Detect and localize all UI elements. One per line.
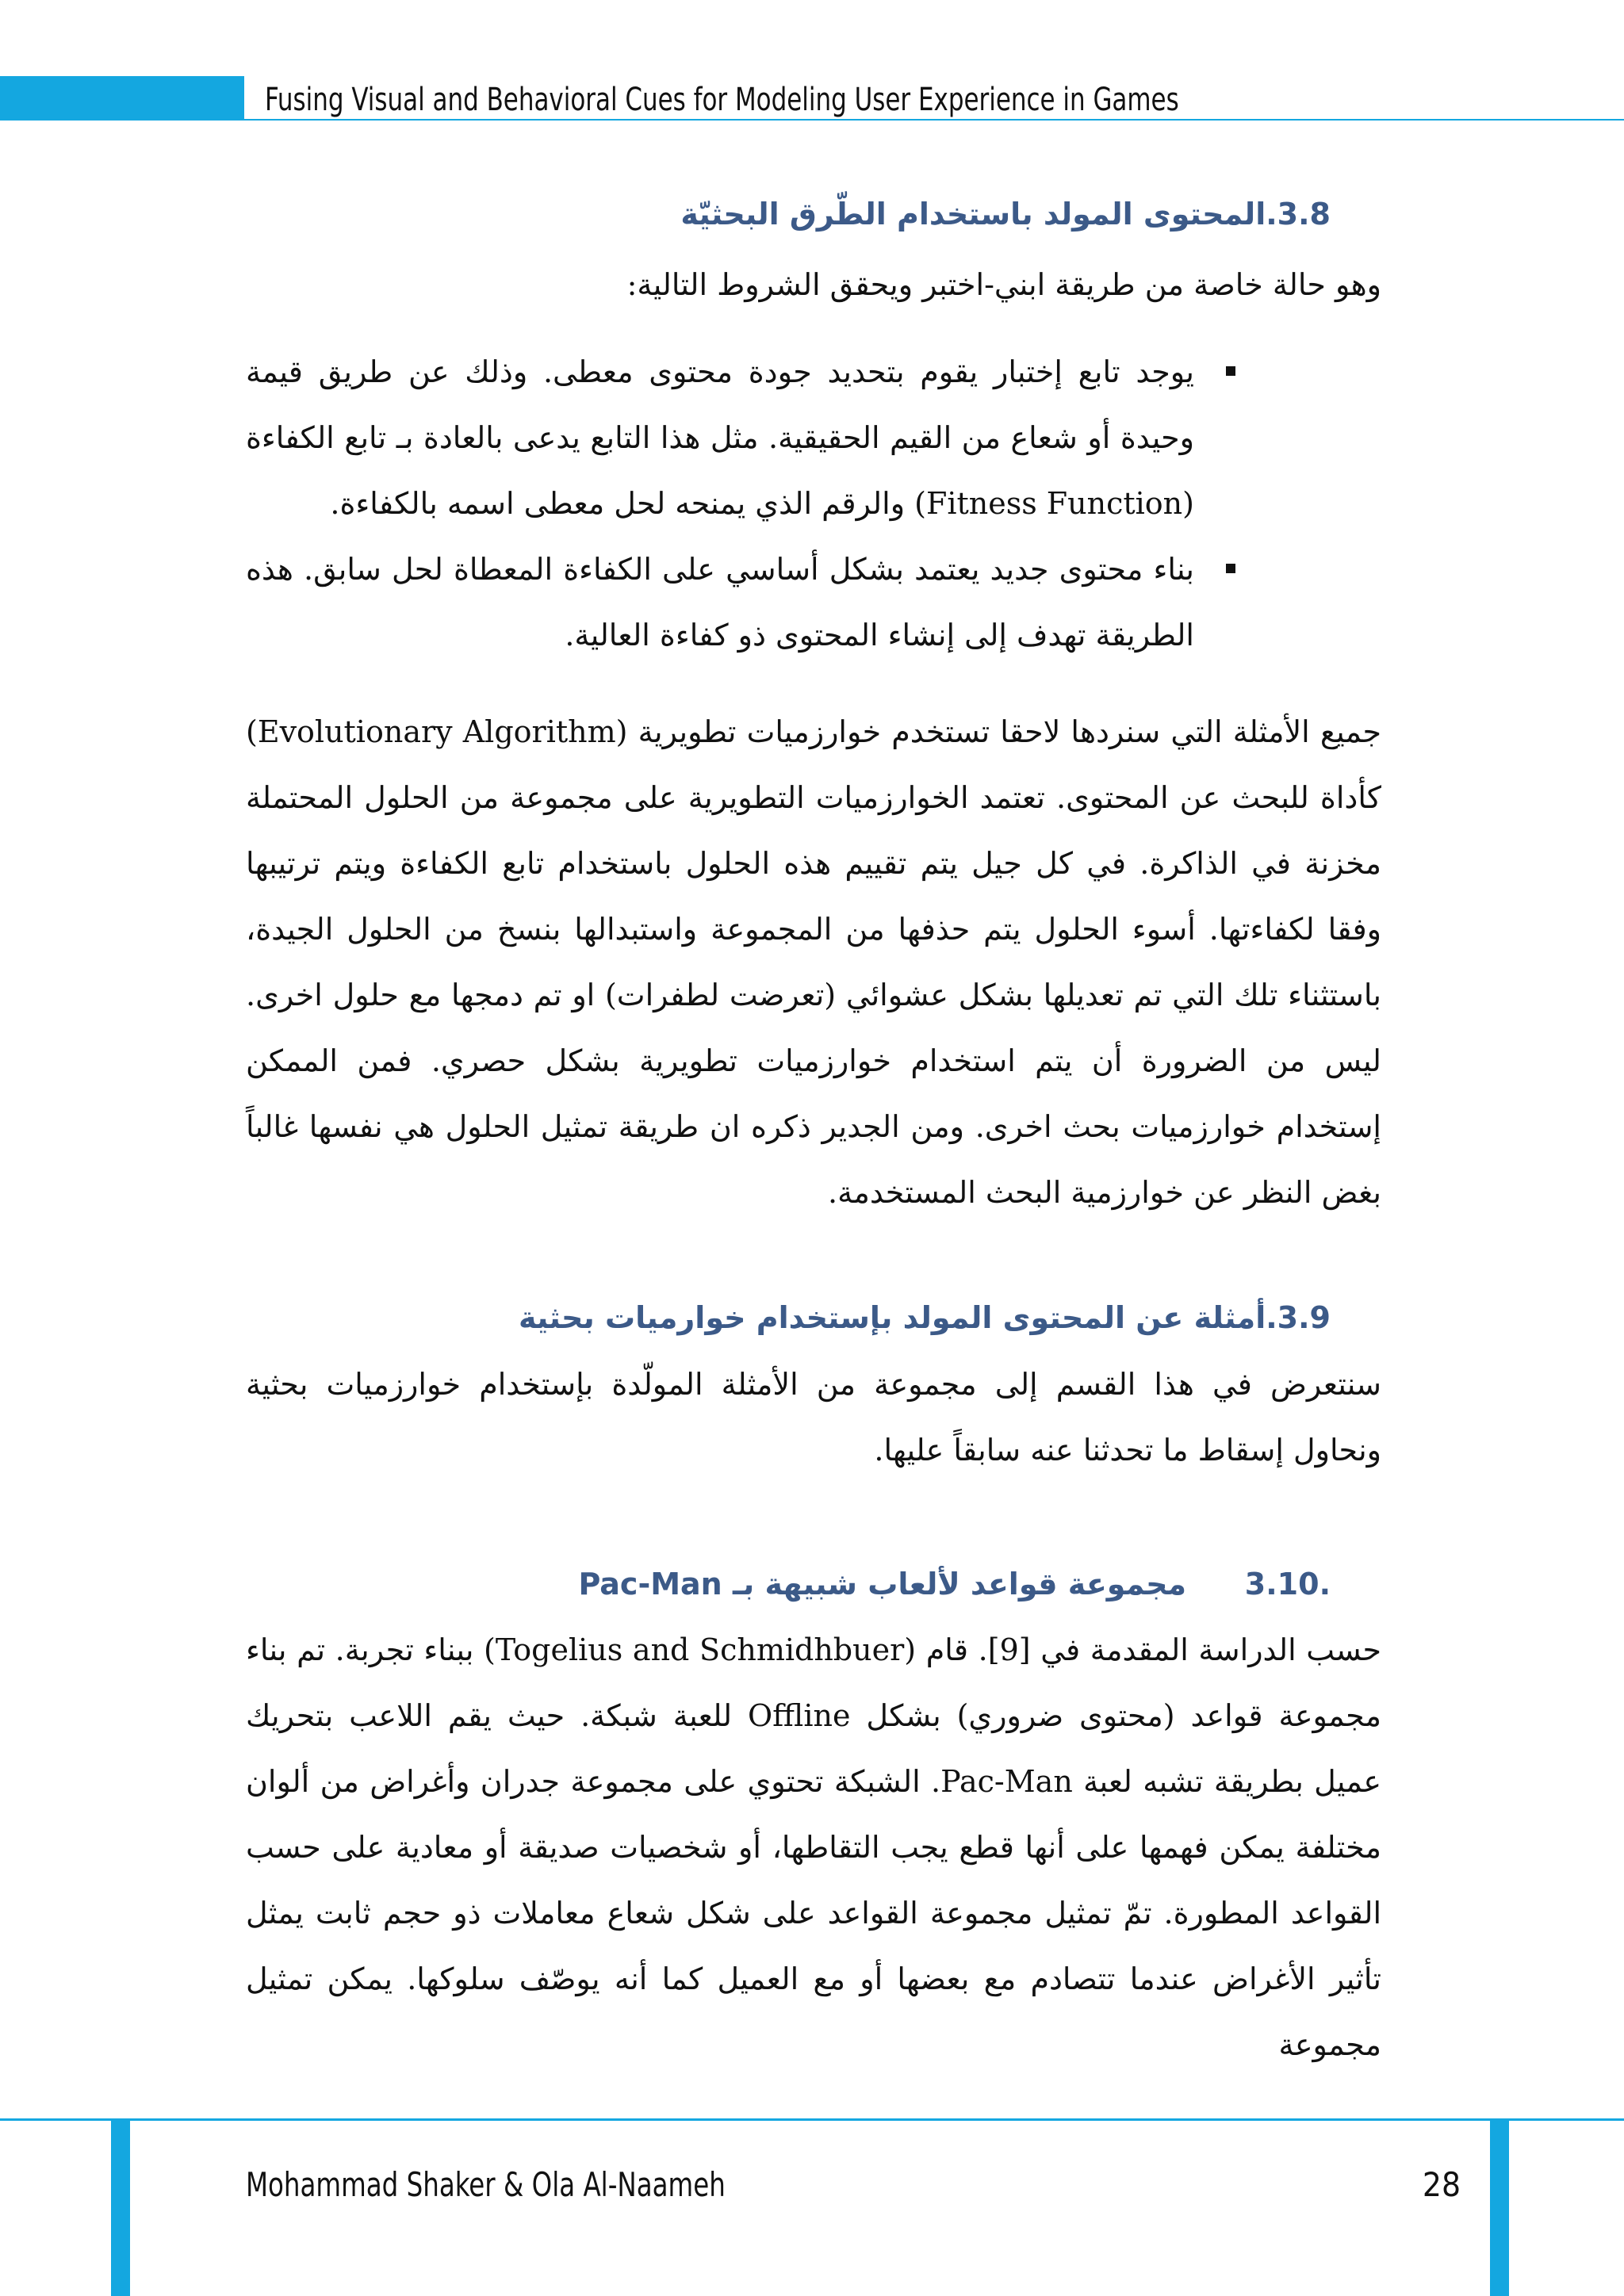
bullet-square-icon <box>1226 564 1235 573</box>
section-3-9-heading: 3.9.أمثلة عن المحتوى المولد بإستخدام خوارميات بحثية <box>518 1300 1331 1335</box>
bullet-text: بناء محتوى جديد يعتمد بشكل أساسي على الكفاءة المعطاة لحل سابق. هذه الطريقة تهدف إلى إنشاء المحتوى ذو كفاءة العالية. <box>246 552 1194 652</box>
footer-left-accent-bar <box>111 2121 130 2296</box>
header-accent-bar <box>0 76 244 119</box>
section-3-9-paragraph: سنتعرض في هذا القسم إلى مجموعة من الأمثلة المولّدة بإستخدام خوارزميات بحثية ونحاول إسقاط ما تحدثنا عنه سابقاً عليها. <box>246 1367 1381 1468</box>
section-3-8-intro: وهو حالة خاصة من طريقة ابني-اختبر ويحقق الشروط التالية: <box>626 267 1381 302</box>
page-number: 28 <box>1422 2165 1461 2204</box>
section-3-8-body <box>246 699 1381 1226</box>
section-3-10-paragraph: حسب الدراسة المقدمة في [9]. قام (Togelius and Schmidhbuer) ببناء تجربة. تم بناء مجموعة قواعد (محتوى ضروري) بشكل Offline للعبة شبكة. حيث يقم اللاعب بتحريك عميل بطريقة تشبه لعبة Pac-Man. الشبكة تحتوي على مجموعة جدران وأغراض من ألوان مختلفة يمكن فهمها على أنها قطع يجب التقاطها، أو شخصيات صديقة أو معادية على حسب القواعد المطورة. تمّ تمثيل مجموعة القواعد على شكل شعاع معاملات ذو حجم ثابت يمثل تأثير الأغراض عندما تتصادم مع بعضها أو مع العميل كما أنه يوصّف سلوكها. يمكن تمثيل مجموعة <box>246 1632 1382 2062</box>
list-item <box>246 339 1235 537</box>
section-3-8-intro-block <box>246 252 1381 318</box>
section-3-8-bullet-list <box>246 339 1235 668</box>
bullet-square-icon <box>1226 366 1235 376</box>
footer-right-accent-bar <box>1490 2121 1509 2296</box>
bullet-text: يوجد تابع إختبار يقوم بتحديد جودة محتوى معطى. وذلك عن طريق قيمة وحيدة أو شعاع من القيم الحقيقية. مثل هذا التابع يدعى بالعادة بـ تابع الكفاءة (Fitness Function) والرقم الذي يمنحه لحل معطى اسمه بالكفاءة. <box>246 354 1194 521</box>
running-header-title: Fusing Visual and Behavioral Cues for Modeling User Experience in Games <box>265 82 1179 118</box>
section-3-10-heading: مجموعة قواعد لألعاب شبيهة بـ Pac-Man <box>578 1567 1186 1601</box>
section-3-8-heading: 3.8.المحتوى المولد باستخدام الطّرق البحثيّة <box>680 197 1331 232</box>
list-item <box>246 537 1235 668</box>
section-3-8-paragraph: جميع الأمثلة التي سنردها لاحقا تستخدم خوارزميات تطويرية (Evolutionary Algorithm) كأداة للبحث عن المحتوى. تعتمد الخوارزميات التطويرية على مجموعة من الحلول المحتملة مخزنة في الذاكرة. في كل جيل يتم تقييم هذه الحلول باستخدام تابع الكفاءة ويتم ترتيبها وفقا لكفاءتها. أسوء الحلول يتم حذفها من المجموعة واستبدالها بنسخ من الحلول الجيدة، باستثناء تلك التي تم تعديلها بشكل عشوائي (تعرضت لطفرات) او تم دمجها مع حلول اخرى. ليس من الضرورة أن يتم استخدام خوارزميات تطويرية بشكل حصري. فمن الممكن إستخدام خوارزميات بحث اخرى. ومن الجدير ذكره ان طريقة تمثيل الحلول هي نفسها غالباً بغض النظر عن خوارزمية البحث المستخدمة. <box>246 714 1381 1210</box>
section-3-9-body <box>246 1352 1381 1483</box>
section-3-10-number: .3.10 <box>1244 1567 1331 1601</box>
footer-rule <box>0 2118 1624 2121</box>
footer-authors: Mohammad Shaker & Ola Al-Naameh <box>246 2165 726 2204</box>
section-3-10-body <box>246 1617 1381 2078</box>
